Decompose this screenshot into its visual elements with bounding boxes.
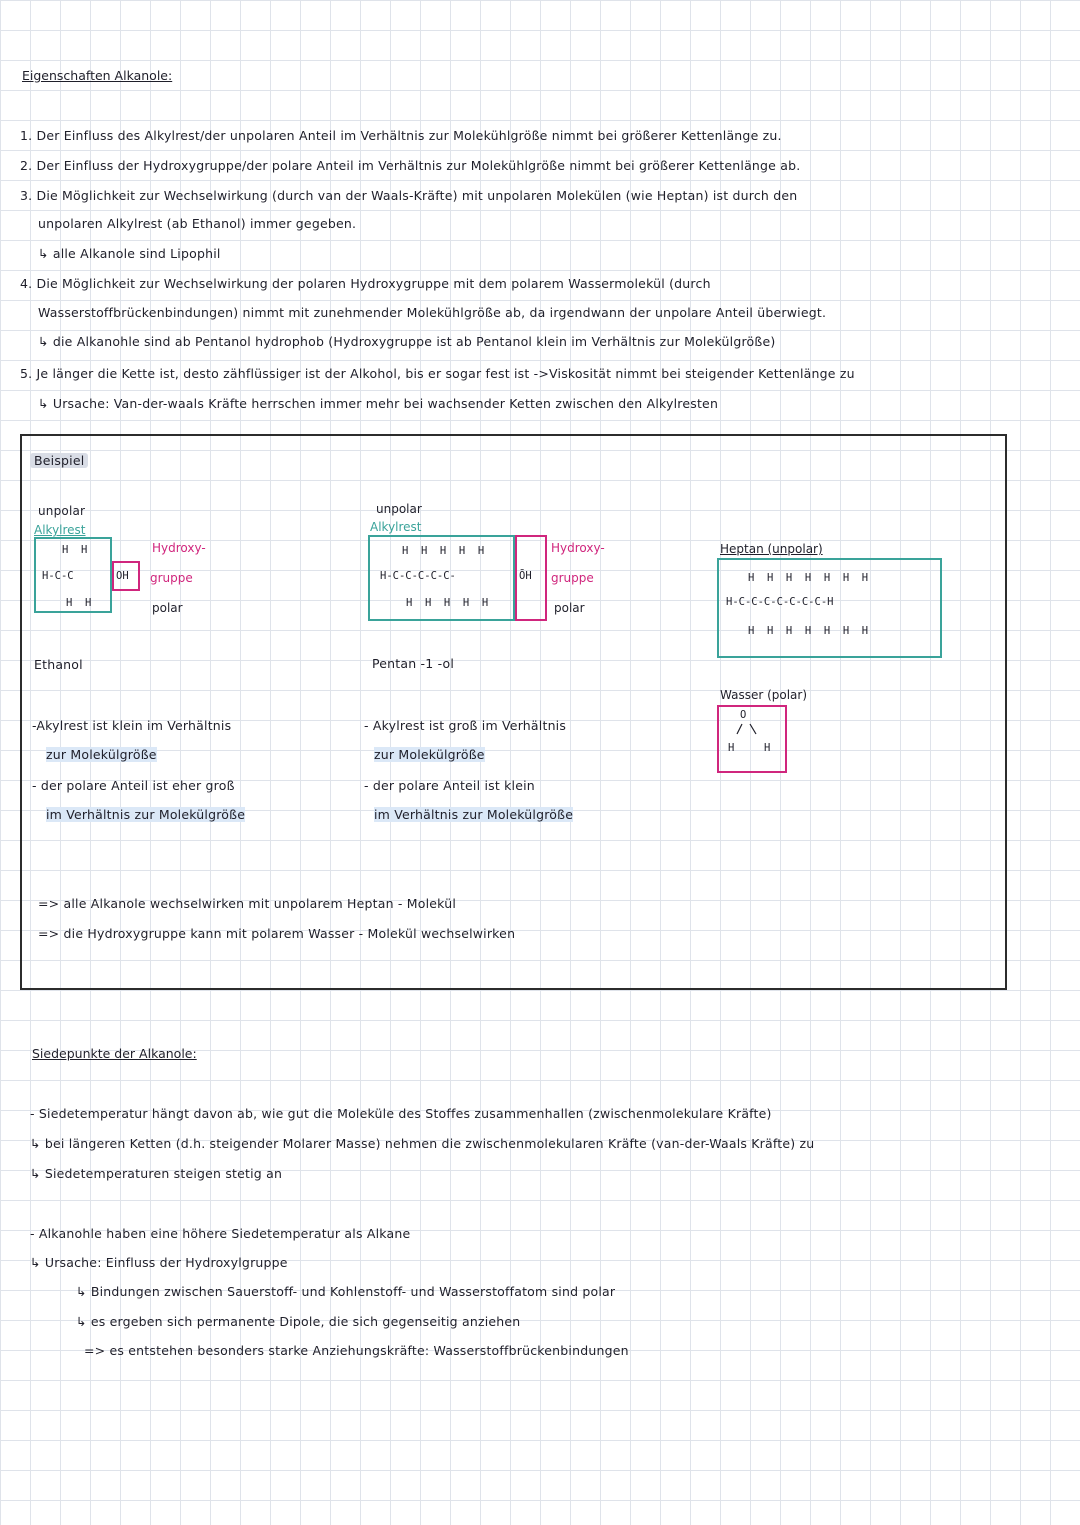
boiling-line-5: ↳ Ursache: Einfluss der Hydroxylgruppe (30, 1255, 288, 1270)
page-title: Eigenschaften Alkanole: (22, 68, 173, 83)
heptan-formula-top: H H H H H H H (748, 572, 869, 584)
point-1: 1. Der Einfluss des Alkylrest/der unpolaren Anteil im Verhältnis zur Molekühlgröße nimmt bei größerer Kettenlänge zu. (20, 128, 782, 143)
boiling-line-3: ↳ Siedetemperaturen steigen stetig an (30, 1166, 283, 1181)
point-5: 5. Je länger die Kette ist, desto zähflüssiger ist der Alkohol, bis er sogar fest ist ->Viskosität nimmt bei steigender Kettenlänge zu (20, 366, 855, 381)
point-4-conclusion: ↳ die Alkanohle sind ab Pentanol hydrophob (Hydroxygruppe ist ab Pentanol klein im Verhältnis zur Molekülgröße) (38, 334, 776, 349)
conclusion-1: => alle Alkanole wechselwirken mit unpolarem Heptan - Molekül (38, 896, 456, 911)
ethanol-formula-mid: H-C-C (42, 570, 74, 582)
point-5-cause: ↳ Ursache: Van-der-waals Kräfte herrschen immer mehr bei wachsender Ketten zwischen den Alkylresten (38, 396, 719, 411)
pentanol-formula-top: H H H H H (402, 545, 485, 557)
pentanol-oh: ŌH (519, 570, 532, 582)
pentanol-note-3: - der polare Anteil ist klein (364, 778, 535, 793)
ethanol-note-1: -Akylrest ist klein im Verhältnis (32, 718, 232, 733)
ethanol-note-4: im Verhältnis zur Molekülgröße (46, 807, 246, 822)
ethanol-polar-label: polar (152, 601, 183, 615)
example-label: Beispiel (30, 453, 88, 468)
point-3: 3. Die Möglichkeit zur Wechselwirkung (durch van der Waals-Kräfte) mit unpolaren Molekülen (wie Heptan) ist durch den (20, 188, 798, 203)
pentanol-hydroxy-label-1: Hydroxy- (551, 541, 605, 555)
wasser-hydrogen-1: H (728, 742, 735, 754)
heptan-formula-bot: H H H H H H H (748, 625, 869, 637)
pentanol-note-4: im Verhältnis zur Molekülgröße (374, 807, 574, 822)
boiling-line-1: - Siedetemperatur hängt davon ab, wie gut die Moleküle des Stoffes zusammenhallen (zwischenmolekulare Kräfte) (30, 1106, 772, 1121)
ethanol-name: Ethanol (34, 657, 83, 672)
ethanol-unpolar-label: unpolar (38, 504, 86, 518)
boiling-line-4: - Alkanohle haben eine höhere Siedetemperatur als Alkane (30, 1226, 411, 1241)
pentanol-note-2: zur Molekülgröße (374, 747, 485, 762)
ethanol-formula-top: H H (62, 544, 88, 556)
point-3-conclusion: ↳ alle Alkanole sind Lipophil (38, 246, 221, 261)
point-4: 4. Die Möglichkeit zur Wechselwirkung der polaren Hydroxygruppe mit dem polarem Wassermolekül (durch (20, 276, 711, 291)
pentanol-polar-label: polar (554, 601, 585, 615)
ethanol-hydroxy-label-1: Hydroxy- (152, 541, 206, 555)
pentanol-unpolar-label: unpolar (376, 502, 422, 516)
wasser-label: Wasser (polar) (720, 688, 808, 702)
pentanol-hydroxy-label-2: gruppe (551, 571, 594, 585)
heptan-formula-mid: H-C-C-C-C-C-C-C-H (726, 596, 834, 608)
pentanol-alkylrest-label: Alkylrest (370, 520, 422, 534)
wasser-hydrogen-2: H (764, 742, 771, 754)
boiling-title: Siedepunkte der Alkanole: (32, 1046, 197, 1061)
boiling-line-6: ↳ Bindungen zwischen Sauerstoff- und Kohlenstoff- und Wasserstoffatom sind polar (76, 1284, 616, 1299)
boiling-line-2: ↳ bei längeren Ketten (d.h. steigender Molarer Masse) nehmen die zwischenmolekularen Kräfte (van-der-Waals Kräfte) zu (30, 1136, 815, 1151)
boiling-line-8: => es entstehen besonders starke Anziehungskräfte: Wasserstoffbrückenbindungen (84, 1343, 629, 1358)
pentanol-formula-bot: H H H H H (406, 597, 489, 609)
point-2: 2. Der Einfluss der Hydroxygruppe/der polare Anteil im Verhältnis zur Molekühlgröße nimmt bei größerer Kettenlänge ab. (20, 158, 801, 173)
wasser-oxygen: O (740, 709, 747, 721)
ethanol-note-2: zur Molekülgröße (46, 747, 157, 762)
point-3-cont: unpolaren Alkylrest (ab Ethanol) immer gegeben. (38, 216, 357, 231)
ethanol-oh: OH (116, 570, 129, 582)
point-4-cont: Wasserstoffbrückenbindungen) nimmt mit zunehmender Molekühlgröße ab, da irgendwann der unpolare Anteil überwiegt. (38, 305, 827, 320)
pentanol-note-1: - Akylrest ist groß im Verhältnis (364, 718, 567, 733)
heptan-label: Heptan (unpolar) (720, 542, 823, 556)
ethanol-alkylrest-label: Alkylrest (34, 523, 86, 537)
ethanol-hydroxy-label-2: gruppe (150, 571, 193, 585)
boiling-line-7: ↳ es ergeben sich permanente Dipole, die sich gegenseitig anziehen (76, 1314, 521, 1329)
ethanol-formula-bot: H H (66, 597, 92, 609)
conclusion-2: => die Hydroxygruppe kann mit polarem Wasser - Molekül wechselwirken (38, 926, 516, 941)
pentanol-name: Pentan -1 -ol (372, 656, 455, 671)
ethanol-note-3: - der polare Anteil ist eher groß (32, 778, 235, 793)
pentanol-formula-mid: H-C-C-C-C-C- (380, 570, 456, 582)
